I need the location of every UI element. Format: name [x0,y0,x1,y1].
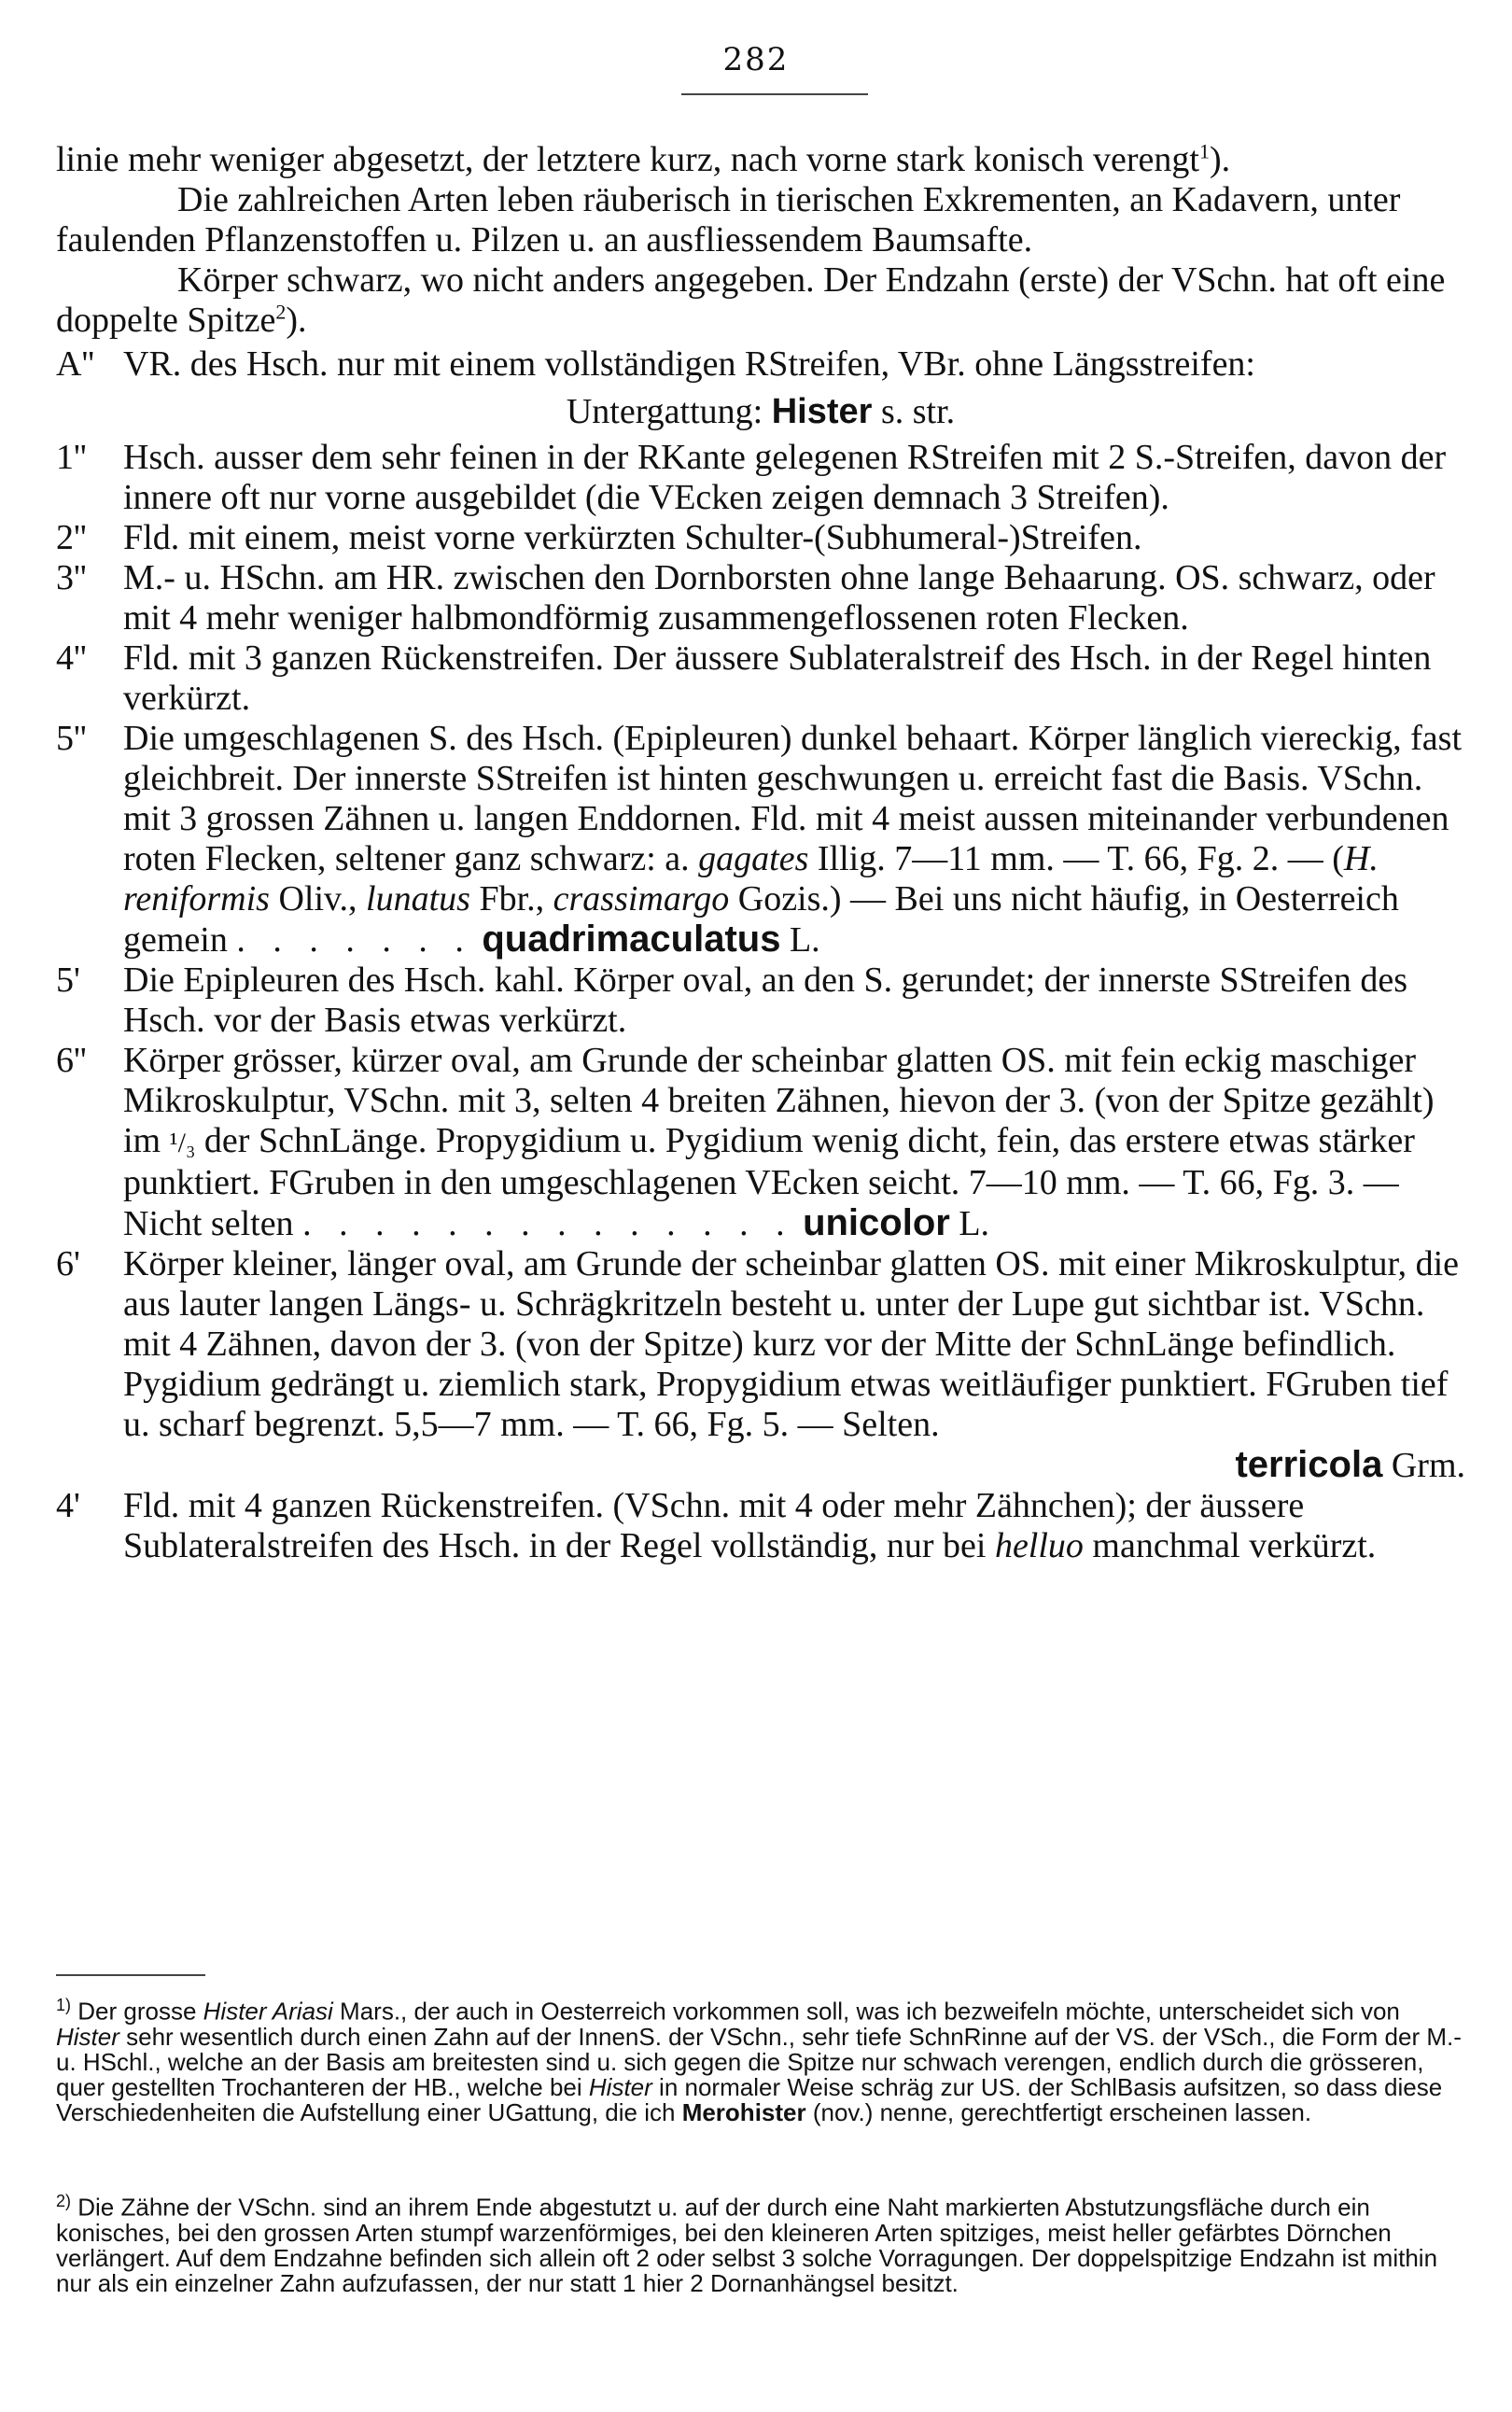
key-entry-6 [56,1041,1465,1244]
footnote-text: Die Zähne der VSchn. sind an ihrem Ende abgestutzt u. auf der durch eine Naht markierten Abstutzungsfläche durch ein konisches, bei den grossen Arten stumpf warzenförmiges, bei den kleineren Arten spitziges, meist heller gefärbtes Dörnchen verlängert. Auf dem Endzahne befinden sich allein oft 2 oder selbst 3 solche Vorragungen. Der doppelspitzige Endzahn ist mithin nur als ein einzelner Zahn aufzufassen, der nur statt 1 hier 2 Dornanhängsel besitzt. [56,2193,1438,2297]
footnote-marker: 1) [56,1996,72,2014]
text-line: Körper schwarz, wo nicht anders angegeben. Der Endzahn (erste) der VSchn. hat oft eine doppelte Spitze [56,260,1446,340]
key-text: manchmal verkürzt. [1092,1526,1377,1565]
paragraph-body [56,260,1465,341]
key-text: Die umgeschlagenen S. des Hsch. (Epipleuren) dunkel behaart. Körper länglich viereckig, fast gleichbreit. Der innerste SStreifen ist hinten geschwungen u. erreicht fast die Basis. VSchn. mit 3 grossen Zähnen u. langen Enddornen. Fld. mit 4 meist aussen miteinander verbundenen roten Flecken, seltener ganz schwarz: a. [123,719,1462,878]
text-line: ). [286,301,307,340]
species-italic: helluo [994,1526,1084,1565]
key-text: Fld. mit 3 ganzen Rückenstreifen. Der äussere Sublateralstreif des Hsch. in der Regel hinten verkürzt. [123,638,1432,718]
key-entry-3 [56,558,1465,638]
footnote-1 [56,1993,1465,2125]
key-entry-4 [56,638,1465,719]
fraction: ¹/₃ [169,1128,196,1158]
page-number: 282 [722,41,790,78]
key-text: Körper grösser, kürzer oval, am Grunde der scheinbar glatten OS. mit fein eckig maschiger Mikroskulptur, VSchn. mit 3, selten 4 breiten Zähnen, hievon der 3. (von der Spitze gezählt) im [123,1041,1435,1160]
key-marker: 1'' [56,438,87,477]
main-text [56,140,1465,1566]
footnote-italic: Hister [588,2072,652,2101]
key-text: Hsch. ausser dem sehr feinen in der RKante gelegenen RStreifen mit 2 S.-Streifen, davon der innere oft nur vorne ausgebildet (die VEcken zeigen demnach 3 Streifen). [123,438,1447,517]
key-entry-6-alt [56,1244,1465,1486]
key-text: VR. des Hsch. nur mit einem vollständigen RStreifen, VBr. ohne Längsstreifen: [123,344,1255,384]
key-entry-5 [56,719,1465,961]
key-marker: 3'' [56,558,87,597]
key-text: Fbr., [479,879,545,919]
leader-dots: . . . . . . . [236,920,473,960]
paragraph-intro [56,140,1465,180]
footnote-ref-2: 2 [275,300,287,324]
key-text: Fld. mit einem, meist vorne verkürzten Schulter-(Subhumeral-)Streifen. [123,518,1142,557]
subgenus-suffix: s. str. [880,392,956,431]
key-text: der SchnLänge. Propygidium u. Pygidium wenig dicht, fein, das erstere etwas stärker punktiert. FGruben in den umgeschlagenen VEcken seicht. 7—10 mm. — T. 66, Fg. 3. — Nicht selten [123,1121,1415,1243]
footnote-rule [56,1974,205,1976]
species-author: L. [959,1204,990,1243]
key-entry-2 [56,518,1465,558]
species-name: quadrimaculatus [482,919,781,960]
subgenus-heading [56,392,1465,432]
footnote-italic: Hister [56,2022,119,2051]
footnote-marker: 2) [56,2192,72,2210]
key-marker: 5' [56,961,80,1000]
key-marker: 5'' [56,719,87,758]
species-author: Grm. [1391,1446,1465,1485]
species-italic: lunatus [366,879,470,919]
key-text: Illig. 7—11 mm. — T. 66, Fg. 2. — ( [817,839,1344,878]
footnote-text: in normaler Weise schräg zur US. der SchlBasis aufsitzen, so dass diese Verschiedenheiten die Aufstellung einer UGattung, die ich [56,2072,1443,2126]
key-entry-5-alt [56,961,1465,1041]
footnote-text: Der grosse [77,1997,197,2026]
key-marker: A'' [56,344,95,384]
key-entry-4-alt [56,1486,1465,1566]
species-italic: gagates [698,839,809,878]
species-name: unicolor [803,1202,950,1243]
subgenus-prefix: Untergattung: [566,392,763,431]
key-marker: 6' [56,1244,80,1283]
key-entry-a [56,344,1465,385]
key-text: Körper kleiner, länger oval, am Grunde der scheinbar glatten OS. mit einer Mikroskulptur, die aus lauter langen Längs- u. Schrägkritzeln besteht u. unter der Lupe gut sichtbar ist. VSchn. mit 4 Zähnen, davon der 3. (von der Spitze) kurz vor der Mitte der SchnLänge befindlich. Pygidium gedrängt u. ziemlich stark, Propygidium etwas weitläufiger punktiert. FGruben tief u. scharf begrenzt. 5,5—7 mm. — T. 66, Fg. 5. — Selten. [123,1244,1460,1444]
leader-dots: . . . . . . . . . . . . . . [302,1204,794,1243]
footnote-2 [56,2189,1465,2296]
key-text: Gozis.) — Bei uns nicht häufig, in Oesterreich gemein [123,879,1399,960]
text-line: linie mehr weniger abgesetzt, der letztere kurz, nach vorne stark konisch verengt [56,140,1199,179]
key-text: Die Epipleuren des Hsch. kahl. Körper oval, an den S. gerundet; der innerste SStreifen des Hsch. vor der Basis etwas verkürzt. [123,961,1408,1040]
footnote-bold: Merohister [681,2097,806,2126]
footnote-text: sehr wesentlich durch einen Zahn auf der InnenS. der VSchn., sehr tiefe SchnRinne auf der VS. der VSch., die Form der M.- u. HSchl., welche an der Basis am breitesten sind u. sich gegen die Spitze nur schwach verengen, endlich durch die grösseren, quer gestellten Trochanteren der HB., welche bei [56,2022,1462,2101]
text-line: ). [1209,140,1231,179]
paragraph-habits: Die zahlreichen Arten leben räuberisch in tierischen Exkrementen, an Kadavern, unter faulenden Pflanzenstoffen u. Pilzen u. an ausfliessendem Baumsafte. [56,180,1401,259]
footnote-text: (nov.) nenne, gerechtfertigt erscheinen lassen. [812,2097,1312,2126]
footnote-italic: Hister Ariasi [203,1997,333,2026]
key-marker: 4' [56,1486,80,1525]
key-text: Fld. mit 4 ganzen Rückenstreifen. (VSchn. mit 4 oder mehr Zähnchen); der äussere Sublateralstreifen des Hsch. in der Regel vollständig, nur bei [123,1486,1305,1565]
key-marker: 4'' [56,638,87,678]
species-author: L. [789,920,820,960]
footnote-text: Mars., der auch in Oesterreich vorkommen soll, was ich bezweifeln möchte, unterscheidet sich von [340,1997,1400,2026]
species-name: terricola [1235,1444,1383,1485]
subgenus-name: Hister [771,392,873,431]
species-italic: H. reniformis [123,839,1379,919]
key-marker: 2'' [56,518,87,557]
species-line [123,1445,1465,1486]
header-rule [681,93,868,95]
key-text: Oliv., [278,879,357,919]
key-marker: 6'' [56,1041,87,1080]
key-text: M.- u. HSchn. am HR. zwischen den Dornborsten ohne lange Behaarung. OS. schwarz, oder mit 4 mehr weniger halbmondförmig zusammengeflossenen roten Flecken. [123,558,1435,638]
species-italic: crassimargo [553,879,730,919]
footnote-ref-1: 1 [1198,139,1210,163]
key-entry-1 [56,438,1465,518]
